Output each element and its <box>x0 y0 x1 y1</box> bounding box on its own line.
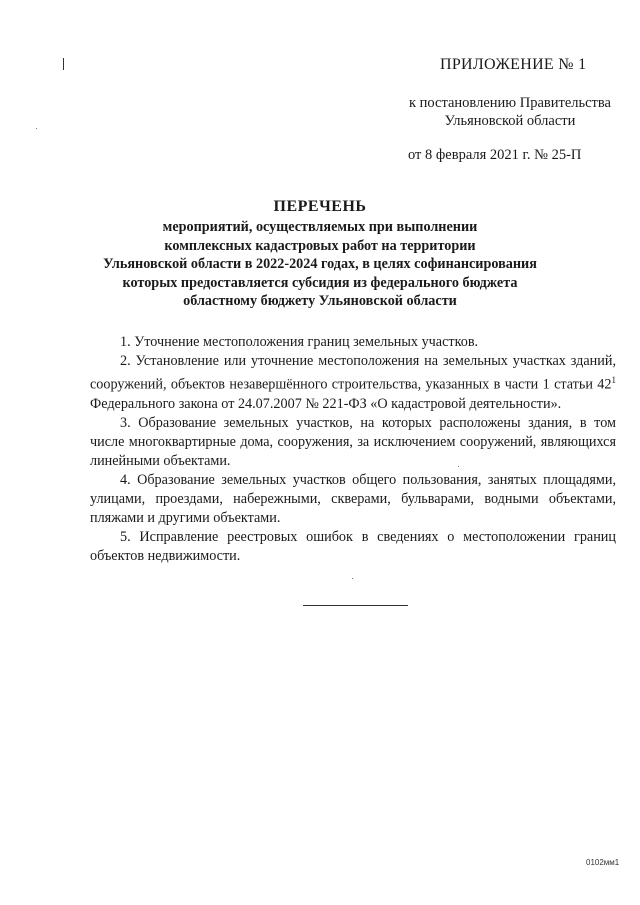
list-item-text: Федерального закона от 24.07.2007 № 221-ФЗ «О кадастровой деятельности». <box>90 395 562 412</box>
appendix-title: ПРИЛОЖЕНИЕ № 1 <box>440 56 587 73</box>
list-item: 3. Образование земельных участков, на которых расположены здания, в том числе многоквартирные дома, сооружения, за исключением сооружений, являющихся линейными объектами. <box>90 414 616 469</box>
appendix-reference <box>405 94 615 130</box>
appendix-date: от 8 февраля 2021 г. № 25-П <box>408 147 582 163</box>
appendix-reference-line: Ульяновской области <box>444 113 576 129</box>
document-title: ПЕРЕЧЕНЬ <box>273 198 367 215</box>
measures-list <box>90 333 616 566</box>
list-item-superscript: 1 <box>611 375 616 385</box>
list-item: 1. Уточнение местоположения границ земельных участков. <box>120 334 479 350</box>
scan-artifact-mark <box>63 58 64 70</box>
document-code: 0102мм1 <box>586 858 620 867</box>
list-item: 5. Исправление реестровых ошибок в сведениях о местоположении границ объектов недвижимости. <box>90 528 616 564</box>
document-subtitle-line: мероприятий, осуществляемых при выполнении <box>162 219 478 235</box>
document-subtitle-line: которых предоставляется субсидия из федерального бюджета <box>122 274 518 291</box>
appendix-reference-line: к постановлению Правительства <box>409 95 611 111</box>
list-item-text: 2. Установление или уточнение местоположения на земельных участках зданий, сооружений, объектов незавершённого строительства, указанных в части 1 статьи 42 <box>90 353 616 393</box>
document-heading <box>60 196 580 311</box>
list-item: 4. Образование земельных участков общего пользования, занятых площадями, улицами, проездами, набережными, скверами, бульварами, водными объектами, пляжами и другими объектами. <box>90 471 616 526</box>
end-divider <box>303 605 408 606</box>
document-subtitle-line: областному бюджету Ульяновской области <box>183 293 457 309</box>
document-subtitle-line: комплексных кадастровых работ на территории <box>164 237 476 254</box>
scan-artifact-dot <box>352 578 353 579</box>
list-item <box>90 352 616 414</box>
document-subtitle-line: Ульяновской области в 2022-2024 годах, в целях софинансирования <box>103 256 537 272</box>
scan-artifact-dot <box>36 128 37 129</box>
